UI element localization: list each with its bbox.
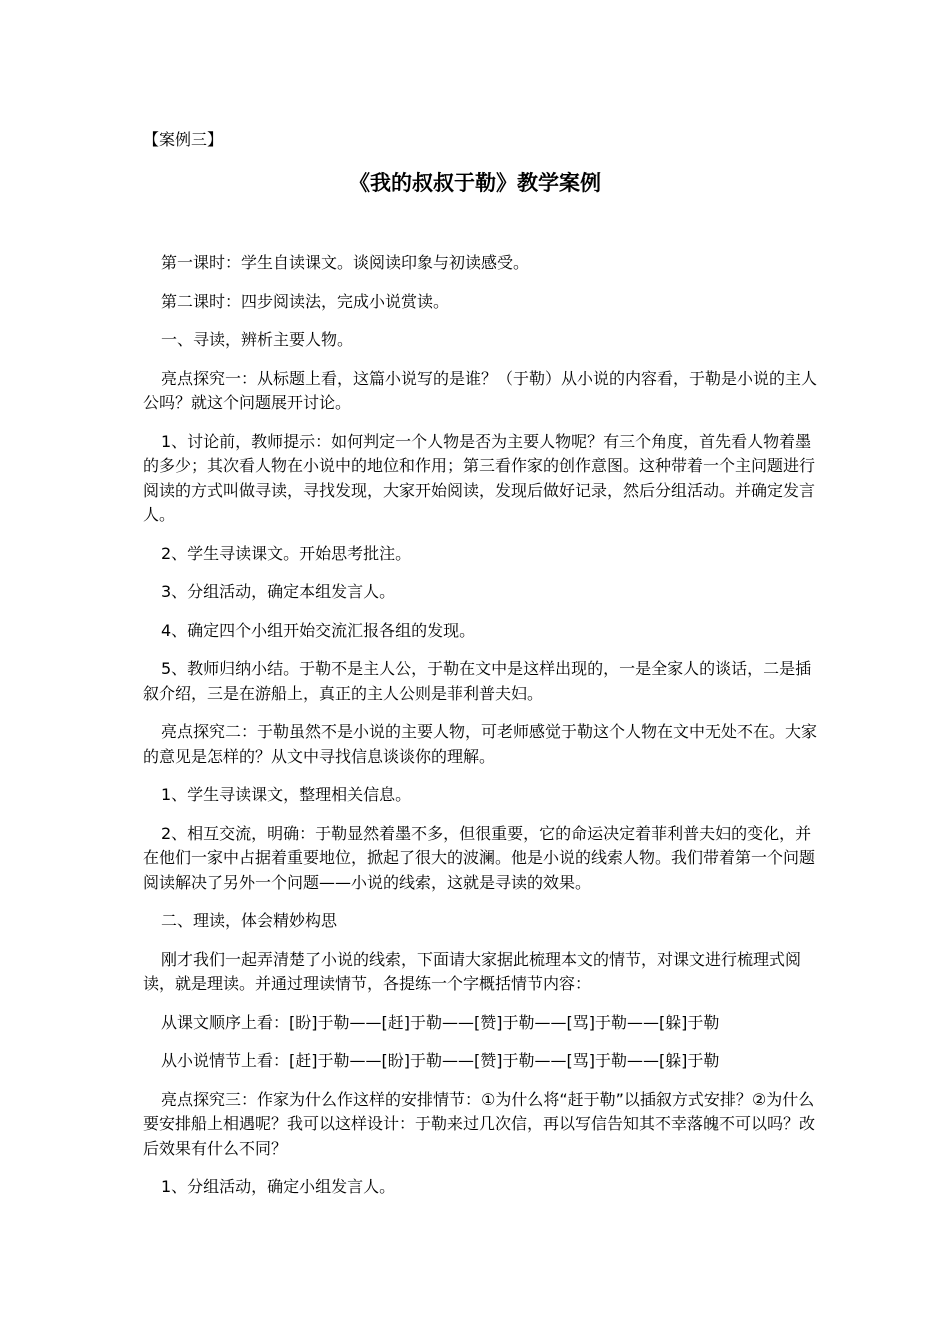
paragraph-highlight-three: 亮点探究三：作家为什么作这样的安排情节：①为什么将“赶于勒”以插叙方式安排？②为什么要安排船上相遇呢？我可以这样设计：于勒来过几次信，再以写信告知其不幸落魄不可以吗？改后效果有什么不同？ [143,1089,816,1158]
paragraph-step-1c: 1、分组活动，确定小组发言人。 [161,1177,396,1196]
paragraph-step-4: 4、确定四个小组开始交流汇报各组的发现。 [161,620,476,640]
paragraph-step-1b: 1、学生寻读课文，整理相关信息。 [161,785,412,804]
paragraph-lesson-one: 第一课时：学生自读课文。谈阅读印象与初读感受。 [161,253,530,272]
paragraph-step-5: 5、教师归纳小结。于勒不是主人公，于勒在文中是这样出现的，一是全家人的谈话，二是插叙介绍，三是在游船上，真正的主人公则是菲利普夫妇。 [143,659,812,703]
paragraph-step-1: 1、讨论前，教师提示：如何判定一个人物是否为主要人物呢？有三个角度，首先看人物着墨的多少；其次看人物在小说中的地位和作用；第三看作家的创作意图。这种带着一个主问题进行阅读的方式叫做寻读，寻找发现，大家开始阅读，发现后做好记录，然后分组活动。并确定发言人。 [143,431,816,524]
paragraph-highlight-two: 亮点探究二：于勒虽然不是小说的主要人物，可老师感觉于勒这个人物在文中无处不在。大家的意见是怎样的？从文中寻找信息谈谈你的理解。 [143,722,818,766]
paragraph-lesson-two: 第二课时：四步阅读法，完成小说赏读。 [161,291,450,311]
section-heading-scan-reading: 一、寻读，辨析主要人物。 [161,330,354,349]
document-title: 《我的叔叔于勒》教学案例 [349,171,601,195]
document-body [143,251,823,1214]
case-label: 【案例三】 [143,130,224,149]
paragraph-structure-intro: 刚才我们一起弄清楚了小说的线索，下面请大家据此梳理本文的情节，对课文进行梳理式阅读，就是理读。并通过理读情节，各提练一个字概括情节内容： [143,949,802,993]
paragraph-step-3: 3、分组活动，确定本组发言人。 [161,582,396,601]
paragraph-step-2: 2、学生寻读课文。开始思考批注。 [161,543,412,563]
paragraph-text-order: 从课文顺序上看：[盼]于勒——[赶]于勒——[赞]于勒——[骂]于勒——[躲]于勒 [161,1012,720,1032]
paragraph-plot-order: 从小说情节上看：[赶]于勒——[盼]于勒——[赞]于勒——[骂]于勒——[躲]于勒 [161,1051,720,1070]
paragraph-step-2b: 2、相互交流，明确：于勒显然着墨不多，但很重要，它的命运决定着菲利普夫妇的变化，并在他们一家中占据着重要地位，掀起了很大的波澜。他是小说的线索人物。我们带着第一个问题阅读解决了另外一个问题——小说的线索，这就是寻读的效果。 [143,823,816,892]
section-heading-structure-reading: 二、理读，体会精妙构思 [161,911,338,930]
paragraph-highlight-one: 亮点探究一：从标题上看，这篇小说写的是谁？（于勒）从小说的内容看，于勒是小说的主人公吗？就这个问题展开讨论。 [143,368,818,412]
